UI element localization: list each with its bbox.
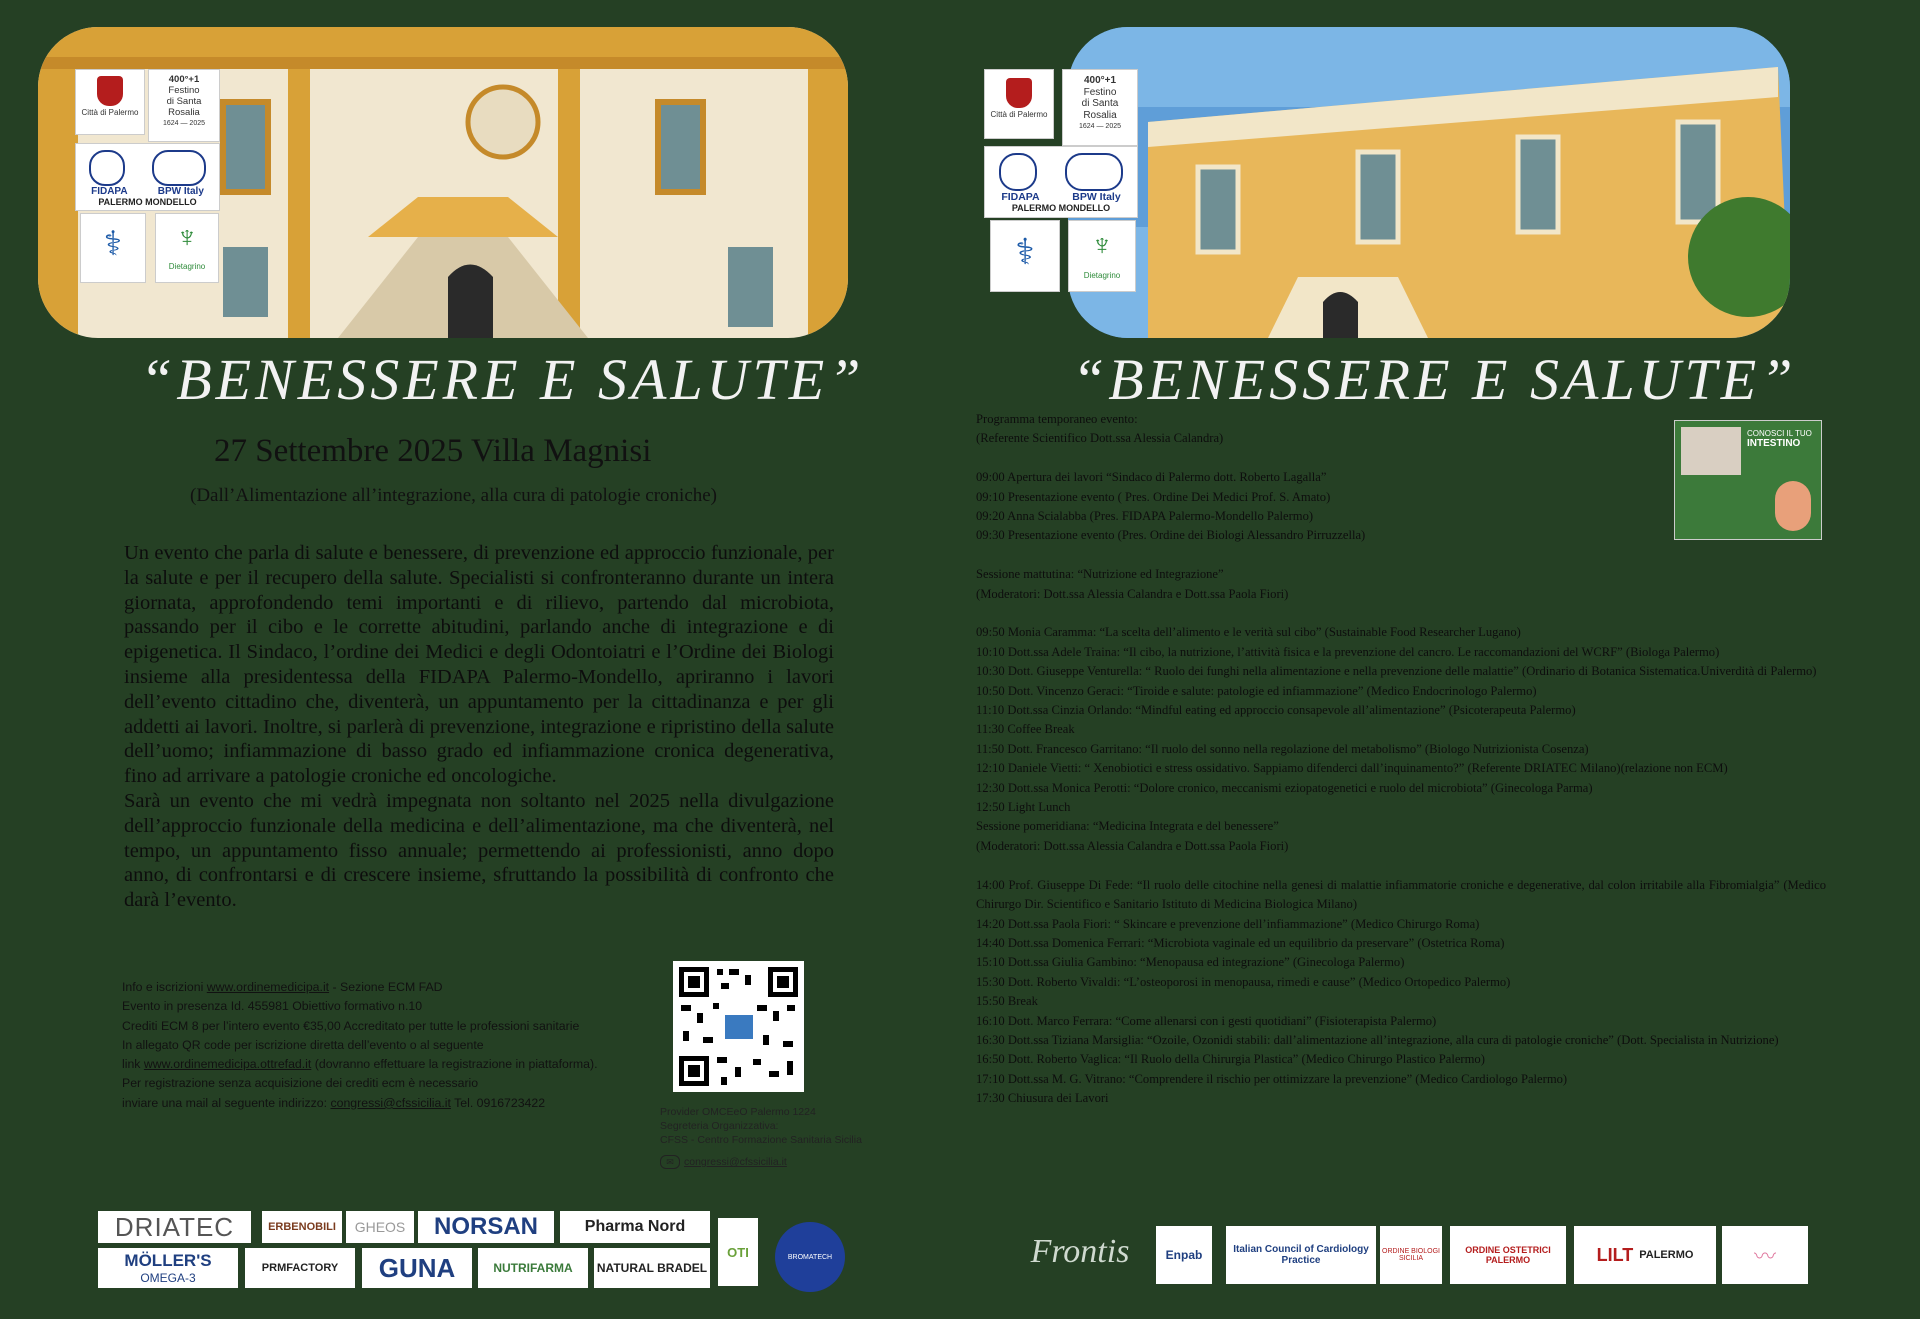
sponsor-pharmanord-label: Pharma Nord <box>584 1218 686 1235</box>
fidapa-bpw-logo <box>75 143 220 211</box>
sponsor-prmfactory <box>245 1248 355 1288</box>
afternoon-item: 15:10 Dott.ssa Giulia Gambino: “Menopausa ed integrazione” (Ginecologa Palermo) <box>976 955 1405 970</box>
afternoon-item: 17:10 Dott.ssa M. G. Vitrano: “Comprendere il rischio per ottimizzare la prevenzione” (Medico Cardiologo Palermo) <box>976 1071 1568 1086</box>
qr-code-icon[interactable] <box>673 961 804 1092</box>
fidapa-label-right: FIDAPA <box>1001 191 1040 203</box>
sponsor-ordine-ostetrici <box>1450 1226 1566 1284</box>
bpw-label-right: BPW Italy <box>1072 191 1121 203</box>
sponsor-nutrifarma <box>478 1248 588 1288</box>
festino-line-2: Festino <box>168 85 200 96</box>
caduceus-icon: ⚕ <box>103 225 123 263</box>
morning-item: 12:30 Dott.ssa Monica Perotti: “Dolore cronico, meccanismi eziopatogenetici e ruolo del microbiota” (Ginecologa Parma) <box>976 780 1593 795</box>
sponsor-oti-label: OTI <box>727 1244 749 1260</box>
info-line-3: Crediti ECM 8 per l’intero evento €35,00 Accreditato per tutte le professioni sanitarie <box>122 1018 580 1033</box>
provider-line-2: Segreteria Organizzativa: <box>660 1120 779 1132</box>
sponsor-mollers-label: MÖLLER'S <box>124 1251 212 1270</box>
dietagrino-label: Dietagrino <box>168 262 206 271</box>
medical-villa-logo-right <box>990 220 1060 292</box>
sponsor-gheos-label: GHEOS <box>354 1219 406 1235</box>
city-palermo-logo-right <box>984 69 1054 139</box>
sponsor-enpab <box>1156 1226 1212 1284</box>
sponsor-erbenobili <box>262 1211 342 1243</box>
info-line-5: link <box>122 1057 144 1072</box>
coat-of-arms-icon <box>1006 78 1032 108</box>
info-line-4: In allegato QR code per iscrizione diretta dell’evento o al seguente <box>122 1037 484 1052</box>
sponsor-frontis-label: Frontis <box>1030 1233 1130 1270</box>
morning-item: 11:10 Dott.ssa Cinzia Orlando: “Mindful eating ed approccio consapevole all’alimentazione” (Psicoterapeuta Palermo) <box>976 703 1576 718</box>
sponsor-prmfactory-label: PRMFACTORY <box>261 1262 339 1274</box>
sponsor-omega-label: OMEGA-3 <box>140 1271 196 1285</box>
fidapa-emblem-icon <box>89 150 125 186</box>
fad-link[interactable]: www.ordinemedicipa.ottrefad.it <box>143 1057 312 1072</box>
info-line-5-suffix: (dovranno effettuare la registrazione in piattaforma). <box>311 1057 598 1072</box>
registration-info <box>122 978 622 1113</box>
description-paragraph-1: Un evento che parla di salute e benessere, di prevenzione ed approccio funzionale, per la salute e per il recupero della salute. Specialisti si confronteranno durante un intera giornata, approfondendo temi importanti e di rilievo, partendo dal microbiota, passando per il cibo e le corrette abitudini, parlando anche di integrazione e di epigenetica. Il Sindaco, l’ordine dei Medici e degli Odontoiatri e l’Ordine dei Biologi insieme alla presidentessa della FIDAPA Palermo-Mondello, apriranno i lavori dell’evento cittadino che, diventerà, un appuntamento per la cittadinanza e per gli addetti ai lavori. Inoltre, si parlerà di prevenzione, integrazione e ripristino della salute dell’uomo; infiammazione di basso grado ed infiammazione cronica degenerativa, fino ad arrivare a patologie croniche ed oncologiche. <box>124 542 834 788</box>
sponsor-norsan-label: NORSAN <box>433 1213 538 1240</box>
festino-line-3-right: di Santa <box>1081 98 1119 109</box>
ordinemedici-link[interactable]: www.ordinemedicipa.it <box>206 980 330 994</box>
morning-item: 09:50 Monia Caramma: “La scelta dell’alimento e le verità sul cibo” (Sustainable Food Researcher Lugano) <box>976 625 1521 640</box>
morning-item: 11:50 Dott. Francesco Garritano: “Il ruolo del sonno nella regolazione del metabolismo” (Biologo Nutrizionista Cosenza) <box>976 741 1589 756</box>
afternoon-moderators: (Moderatori: Dott.ssa Alessia Calandra e Dott.ssa Paola Fiori) <box>976 838 1289 853</box>
caduceus-icon: ⚕ <box>1015 231 1035 272</box>
provider-line-1: Provider OMCEeO Palermo 1224 <box>660 1106 816 1118</box>
palermo-mondello-label-right: PALERMO MONDELLO <box>1011 203 1111 213</box>
festino-line-2-right: Festino <box>1083 86 1117 98</box>
festino-line-4: Rosalia <box>168 107 200 118</box>
sponsor-erbenobili-label: ERBENOBILI <box>268 1221 336 1233</box>
morning-session-title: Sessione mattutina: “Nutrizione ed Integrazione” <box>976 567 1224 582</box>
opening-item: 09:20 Anna Scialabba (Pres. FIDAPA Palermo-Mondello Palermo) <box>976 509 1314 524</box>
sponsor-ordine-biologi-label: ORDINE BIOLOGI SICILIA <box>1382 1248 1440 1262</box>
sponsor-guna <box>362 1248 472 1288</box>
morning-item: 11:30 Coffee Break <box>976 722 1075 737</box>
city-logo-label-right: Città di Palermo <box>990 110 1048 119</box>
sponsor-pink-logo <box>1722 1226 1808 1284</box>
afternoon-item: 15:30 Dott. Roberto Vivaldi: “L’osteoporosi in menopausa, rimedi e cause” (Medico Ortopedico Palermo) <box>976 974 1511 989</box>
sponsor-bromatech-label: BROMATECH <box>787 1253 833 1261</box>
sponsor-driatec <box>98 1211 251 1243</box>
opening-item: 09:10 Presentazione evento ( Pres. Ordine Dei Medici Prof. S. Amato) <box>976 489 1331 504</box>
dietagrino-label-right: Dietagrino <box>1083 271 1121 280</box>
event-date: 27 Settembre 2025 Villa Magnisi <box>214 433 652 469</box>
afternoon-item: 16:30 Dott.ssa Tiziana Marsiglia: “Ozoile, Ozonidi stabili: dall’alimentazione all’integrazione, alla cura di patologie croniche” (Dott. Specialista in Nutrizione) <box>976 1032 1779 1047</box>
festino-logo-right <box>1062 69 1138 146</box>
sponsor-pharmanord <box>560 1211 710 1243</box>
morning-item: 10:10 Dott.ssa Adele Traina: “Il cibo, la nutrizione, l’attività fisica e la prevenzione del cancro. Le raccomandazioni del WCRF” (Biologa Palermo) <box>976 644 1720 659</box>
provider-line-3: CFSS - Centro Formazione Sanitaria Sicilia <box>660 1134 862 1146</box>
sponsor-oti <box>718 1218 758 1286</box>
sponsor-norsan <box>418 1211 554 1243</box>
figure-icon: ♆ <box>1090 229 1114 262</box>
figure-icon: ♆ <box>175 221 199 254</box>
city-palermo-logo <box>75 69 145 135</box>
afternoon-session-title: Sessione pomeridiana: “Medicina Integrata e del benessere” <box>976 819 1279 834</box>
festino-line-1-right: 400°+1 <box>1083 75 1117 86</box>
program-heading: Programma temporaneo evento: <box>976 412 1138 426</box>
sponsor-lilt-city: PALERMO <box>1639 1249 1694 1261</box>
sponsor-enpab-label: Enpab <box>1165 1248 1203 1262</box>
dietagrino-logo-right <box>1068 220 1136 292</box>
festino-line-5-right: 1624 — 2025 <box>1078 123 1122 130</box>
sponsor-mollers <box>98 1248 238 1288</box>
info-line-7-suffix: Tel. 0916723422 <box>450 1095 546 1110</box>
sponsor-italian-council-label: Italian Council of Cardiology Practice <box>1233 1244 1369 1266</box>
morning-item: 12:10 Daniele Vietti: “ Xenobiotici e stress ossidativo. Sappiamo difenderci dall’inquinamento?” (Referente DRIATEC Milano)(relazione non ECM) <box>976 761 1728 776</box>
fidapa-label: FIDAPA <box>91 186 128 197</box>
sponsor-guna-label: GUNA <box>378 1252 456 1283</box>
info-line-6: Per registrazione senza acquisizione dei crediti ecm è necessario <box>122 1076 479 1091</box>
book-title-line-2: INTESTINO <box>1747 438 1801 449</box>
morning-item: 10:30 Dott. Giuseppe Venturella: “ Ruolo dei funghi nella alimentazione e nella prevenzione delle malattie” (Ordinario di Botanica Sistematica.Univerdità di Palermo) <box>976 664 1817 679</box>
sponsor-natural-bradel <box>594 1248 710 1288</box>
sponsor-frontis <box>1010 1222 1150 1282</box>
sponsor-nutrifarma-label: NUTRIFARMA <box>493 1261 573 1275</box>
festino-line-5: 1624 — 2025 <box>162 120 206 127</box>
opening-item: 09:30 Presentazione evento (Pres. Ordine dei Biologi Alessandro Pirruzzella) <box>976 528 1366 543</box>
program-referent: (Referente Scientifico Dott.ssa Alessia Calandra) <box>976 431 1224 446</box>
coat-of-arms-icon <box>97 76 123 106</box>
bpw-label: BPW Italy <box>157 186 204 197</box>
afternoon-item: 15:50 Break <box>976 994 1038 1009</box>
sponsor-gheos <box>346 1211 414 1243</box>
provider-email-link[interactable]: congressi@cfssicilia.it <box>684 1156 787 1168</box>
morning-item: 10:50 Dott. Vincenzo Geraci: “Tiroide e salute: patologie ed infiammazione” (Medico Endocrinologo Palermo) <box>976 683 1537 698</box>
city-logo-label: Città di Palermo <box>81 108 139 117</box>
info-line-1: Info e iscrizioni <box>122 980 207 994</box>
provider-info <box>660 1105 880 1169</box>
villa-photo-right <box>1068 27 1790 338</box>
morning-list <box>976 623 1826 817</box>
opening-list <box>976 468 1826 546</box>
description-paragraph-2: Sarà un evento che mi vedrà impegnata non soltanto nel 2025 nella divulgazione dell’approccio funzionale della medicina e dell’alimentazione, ma che diventerà, nel tempo, un appuntamento fisso annuale; permettendo ai professionisti, anno dopo anno, di confrontarsi e di crescere insieme, sfruttando la possibilità di confronto che darà l’evento. <box>124 789 834 912</box>
medical-villa-logo <box>80 213 146 283</box>
afternoon-item: 16:10 Dott. Marco Ferrara: “Come allenarsi con i gesti quotidiani” (Fisioterapista Palermo) <box>976 1013 1437 1028</box>
afternoon-item: 14:40 Dott.ssa Domenica Ferrari: “Microbiota vaginale ed un equilibrio da preservare” (Ostetrica Roma) <box>976 935 1505 950</box>
sponsor-lilt-label: LILT <box>1596 1244 1634 1265</box>
festino-logo <box>148 69 220 142</box>
email-link[interactable]: congressi@cfssicilia.it <box>330 1095 451 1110</box>
dietagrino-logo <box>155 213 219 283</box>
bpw-globe-icon <box>152 150 206 186</box>
sponsor-bromatech <box>775 1222 845 1292</box>
event-description <box>124 541 834 913</box>
event-program <box>976 410 1826 1109</box>
info-line-2: Evento in presenza Id. 455981 Obiettivo formativo n.10 <box>122 999 423 1014</box>
page-title-left: “BENESSERE E SALUTE” <box>140 347 865 412</box>
afternoon-item: 16:50 Dott. Roberto Vaglica: “Il Ruolo della Chirurgia Plastica” (Medico Chirurgo Plastico Palermo) <box>976 1052 1485 1067</box>
afternoon-item: 14:20 Dott.ssa Paola Fiori: “ Skincare e prevenzione dell’infiammazione” (Medico Chirurgo Roma) <box>976 916 1480 931</box>
page-title-right: “BENESSERE E SALUTE” <box>1072 347 1797 412</box>
afternoon-item: 17:30 Chiusura dei Lavori <box>976 1091 1109 1106</box>
info-line-1-suffix: - Sezione ECM FAD <box>329 980 443 994</box>
sponsor-ordine-ostetrici-label: ORDINE OSTETRICI PALERMO <box>1465 1245 1551 1265</box>
sponsor-lilt <box>1574 1226 1716 1284</box>
fidapa-emblem-icon <box>999 153 1037 191</box>
pink-ribbon-icon: 〰 <box>1753 1243 1776 1269</box>
sponsor-italian-council <box>1226 1226 1376 1284</box>
afternoon-item: 14:00 Prof. Giuseppe Di Fede: “Il ruolo delle citochine nella genesi di malattie infiammatorie croniche e degenerative, dal colon irritabile alla Fibromialgia” (Medico Chirurgo Dir. Scientifico e Sanitario Istituto di Medicina Biologica Milano) <box>976 877 1826 912</box>
afternoon-list <box>976 876 1826 1109</box>
envelope-icon: ✉ <box>660 1155 680 1169</box>
festino-line-4-right: Rosalia <box>1083 109 1117 121</box>
info-line-7: inviare una mail al seguente indirizzo: <box>122 1095 331 1110</box>
sponsor-driatec-label: DRIATEC <box>114 1211 235 1242</box>
event-subtitle: (Dall’Alimentazione all’integrazione, alla cura di patologie croniche) <box>190 485 718 506</box>
bpw-globe-icon <box>1065 153 1123 191</box>
morning-moderators: (Moderatori: Dott.ssa Alessia Calandra e Dott.ssa Paola Fiori) <box>976 586 1289 601</box>
sponsor-ordine-biologi <box>1380 1226 1442 1284</box>
fidapa-bpw-logo-right <box>984 146 1138 218</box>
book-title-line-1: CONOSCI IL TUO <box>1747 429 1812 438</box>
sponsor-natural-label: NATURAL BRADEL <box>596 1261 708 1275</box>
opening-item: 09:00 Apertura dei lavori “Sindaco di Palermo dott. Roberto Lagalla” <box>976 470 1327 485</box>
festino-line-1: 400°+1 <box>168 74 200 85</box>
palermo-mondello-label: PALERMO MONDELLO <box>98 197 197 207</box>
morning-item: 12:50 Light Lunch <box>976 800 1071 815</box>
festino-line-3: di Santa <box>166 96 202 107</box>
